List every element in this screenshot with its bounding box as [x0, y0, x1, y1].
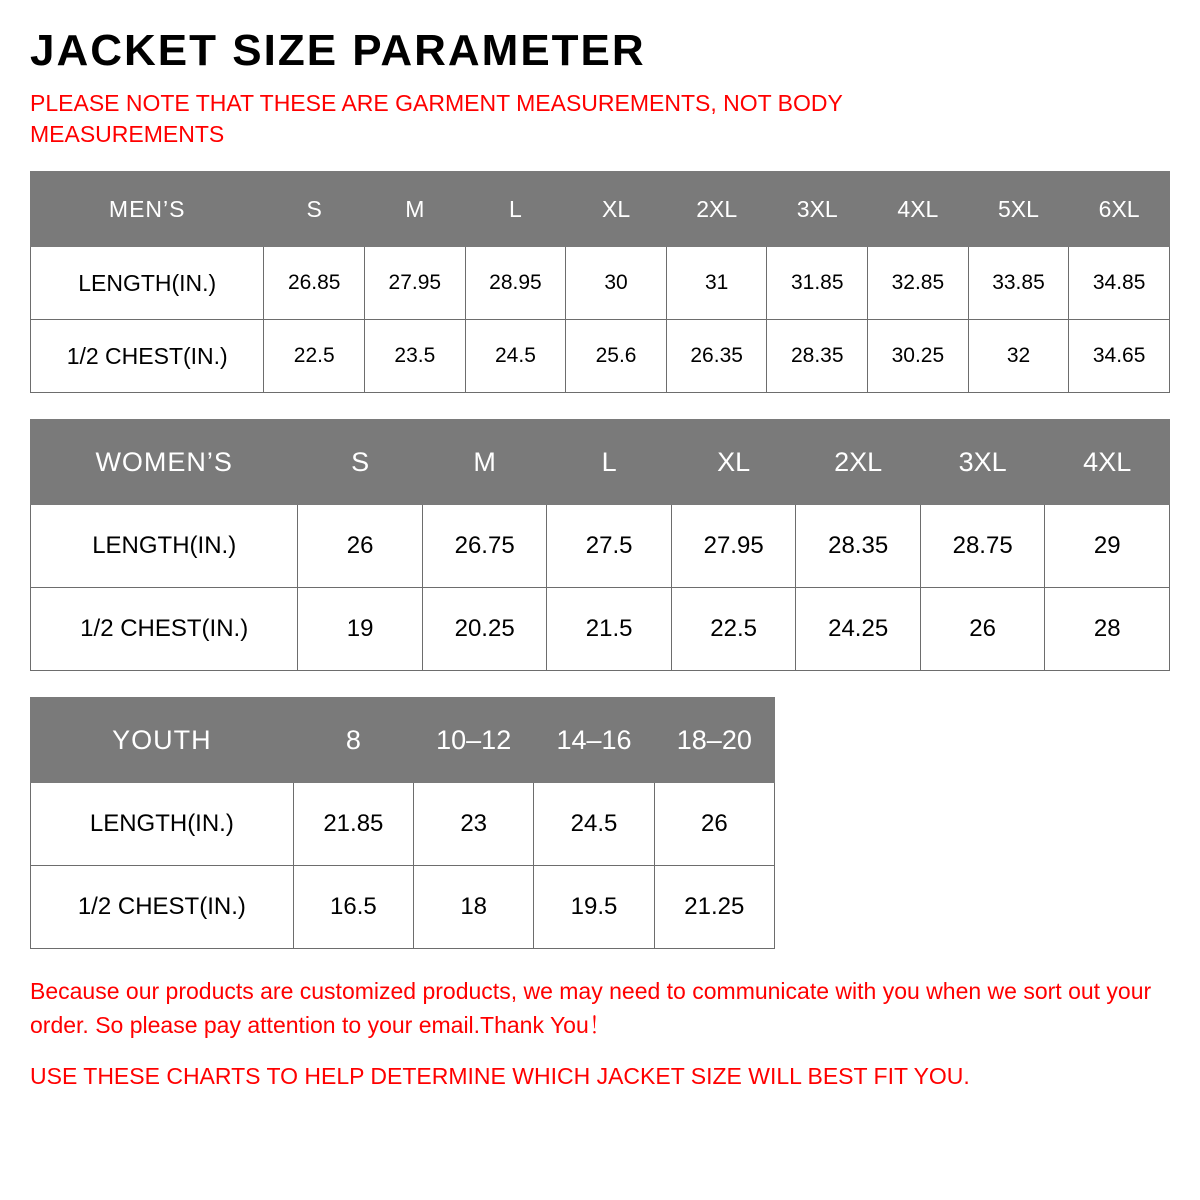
- table-cell: 26: [920, 588, 1045, 671]
- youth-size-table: [30, 697, 775, 949]
- youth-size-header: 14–16: [534, 698, 654, 783]
- youth-header-label: YOUTH: [31, 698, 294, 783]
- row-label: LENGTH(IN.): [31, 783, 294, 866]
- mens-size-header: 3XL: [767, 172, 868, 247]
- table-cell: 28.35: [796, 505, 921, 588]
- mens-size-header: M: [365, 172, 466, 247]
- table-cell: 25.6: [566, 320, 667, 393]
- table-cell: 24.5: [534, 783, 654, 866]
- table-cell: 34.85: [1069, 247, 1170, 320]
- page-title: JACKET SIZE PARAMETER: [30, 26, 646, 75]
- table-cell: 26: [654, 783, 774, 866]
- mens-size-header: L: [465, 172, 566, 247]
- table-row: [31, 783, 775, 866]
- table-cell: 21.85: [293, 783, 413, 866]
- womens-size-header: 3XL: [920, 420, 1045, 505]
- table-cell: 26.35: [666, 320, 767, 393]
- table-cell: 31: [666, 247, 767, 320]
- table-cell: 24.5: [465, 320, 566, 393]
- table-header-row: [31, 420, 1170, 505]
- womens-size-header: L: [547, 420, 672, 505]
- table-cell: 32.85: [868, 247, 969, 320]
- measurement-note: PLEASE NOTE THAT THESE ARE GARMENT MEASUREMENTS, NOT BODY MEASUREMENTS: [30, 90, 843, 147]
- table-cell: 28: [1045, 588, 1170, 671]
- womens-header-label: WOMEN’S: [31, 420, 298, 505]
- table-cell: 24.25: [796, 588, 921, 671]
- table-cell: 31.85: [767, 247, 868, 320]
- footer-note-charts: USE THESE CHARTS TO HELP DETERMINE WHICH JACKET SIZE WILL BEST FIT YOU.: [30, 1063, 970, 1090]
- footer-note-customized: Because our products are customized products, we may need to communicate with you when we sort out your order. So please pay attention to your email.Thank You！: [30, 978, 1152, 1038]
- table-cell: 20.25: [422, 588, 547, 671]
- youth-size-header: 10–12: [414, 698, 534, 783]
- table-cell: 22.5: [264, 320, 365, 393]
- table-cell: 33.85: [968, 247, 1069, 320]
- table-row: [31, 866, 775, 949]
- mens-size-table: [30, 171, 1170, 393]
- table-cell: 23.5: [365, 320, 466, 393]
- mens-size-header: 6XL: [1069, 172, 1170, 247]
- womens-size-table: [30, 419, 1170, 671]
- table-row: [31, 320, 1170, 393]
- mens-size-header: 2XL: [666, 172, 767, 247]
- table-cell: 28.35: [767, 320, 868, 393]
- youth-size-header: 18–20: [654, 698, 774, 783]
- table-header-row: [31, 172, 1170, 247]
- table-cell: 29: [1045, 505, 1170, 588]
- table-cell: 21.5: [547, 588, 672, 671]
- table-cell: 27.95: [671, 505, 796, 588]
- mens-size-header: 4XL: [868, 172, 969, 247]
- womens-size-header: S: [298, 420, 423, 505]
- table-cell: 23: [414, 783, 534, 866]
- table-cell: 34.65: [1069, 320, 1170, 393]
- table-cell: 28.75: [920, 505, 1045, 588]
- table-cell: 28.95: [465, 247, 566, 320]
- table-cell: 30: [566, 247, 667, 320]
- table-row: [31, 247, 1170, 320]
- table-cell: 16.5: [293, 866, 413, 949]
- row-label: LENGTH(IN.): [31, 247, 264, 320]
- mens-size-header: XL: [566, 172, 667, 247]
- table-cell: 21.25: [654, 866, 774, 949]
- womens-size-header: 2XL: [796, 420, 921, 505]
- table-cell: 26.85: [264, 247, 365, 320]
- table-header-row: [31, 698, 775, 783]
- mens-size-header: 5XL: [968, 172, 1069, 247]
- table-row: [31, 505, 1170, 588]
- footer-notes: [30, 975, 1170, 1093]
- table-cell: 19.5: [534, 866, 654, 949]
- table-cell: 22.5: [671, 588, 796, 671]
- row-label: 1/2 CHEST(IN.): [31, 588, 298, 671]
- mens-header-label: MEN’S: [31, 172, 264, 247]
- table-cell: 19: [298, 588, 423, 671]
- table-cell: 18: [414, 866, 534, 949]
- table-row: [31, 588, 1170, 671]
- youth-size-header: 8: [293, 698, 413, 783]
- table-cell: 27.95: [365, 247, 466, 320]
- table-cell: 27.5: [547, 505, 672, 588]
- womens-size-header: XL: [671, 420, 796, 505]
- row-label: 1/2 CHEST(IN.): [31, 320, 264, 393]
- table-cell: 30.25: [868, 320, 969, 393]
- womens-size-header: 4XL: [1045, 420, 1170, 505]
- row-label: 1/2 CHEST(IN.): [31, 866, 294, 949]
- table-cell: 32: [968, 320, 1069, 393]
- table-cell: 26: [298, 505, 423, 588]
- table-cell: 26.75: [422, 505, 547, 588]
- row-label: LENGTH(IN.): [31, 505, 298, 588]
- mens-size-header: S: [264, 172, 365, 247]
- womens-size-header: M: [422, 420, 547, 505]
